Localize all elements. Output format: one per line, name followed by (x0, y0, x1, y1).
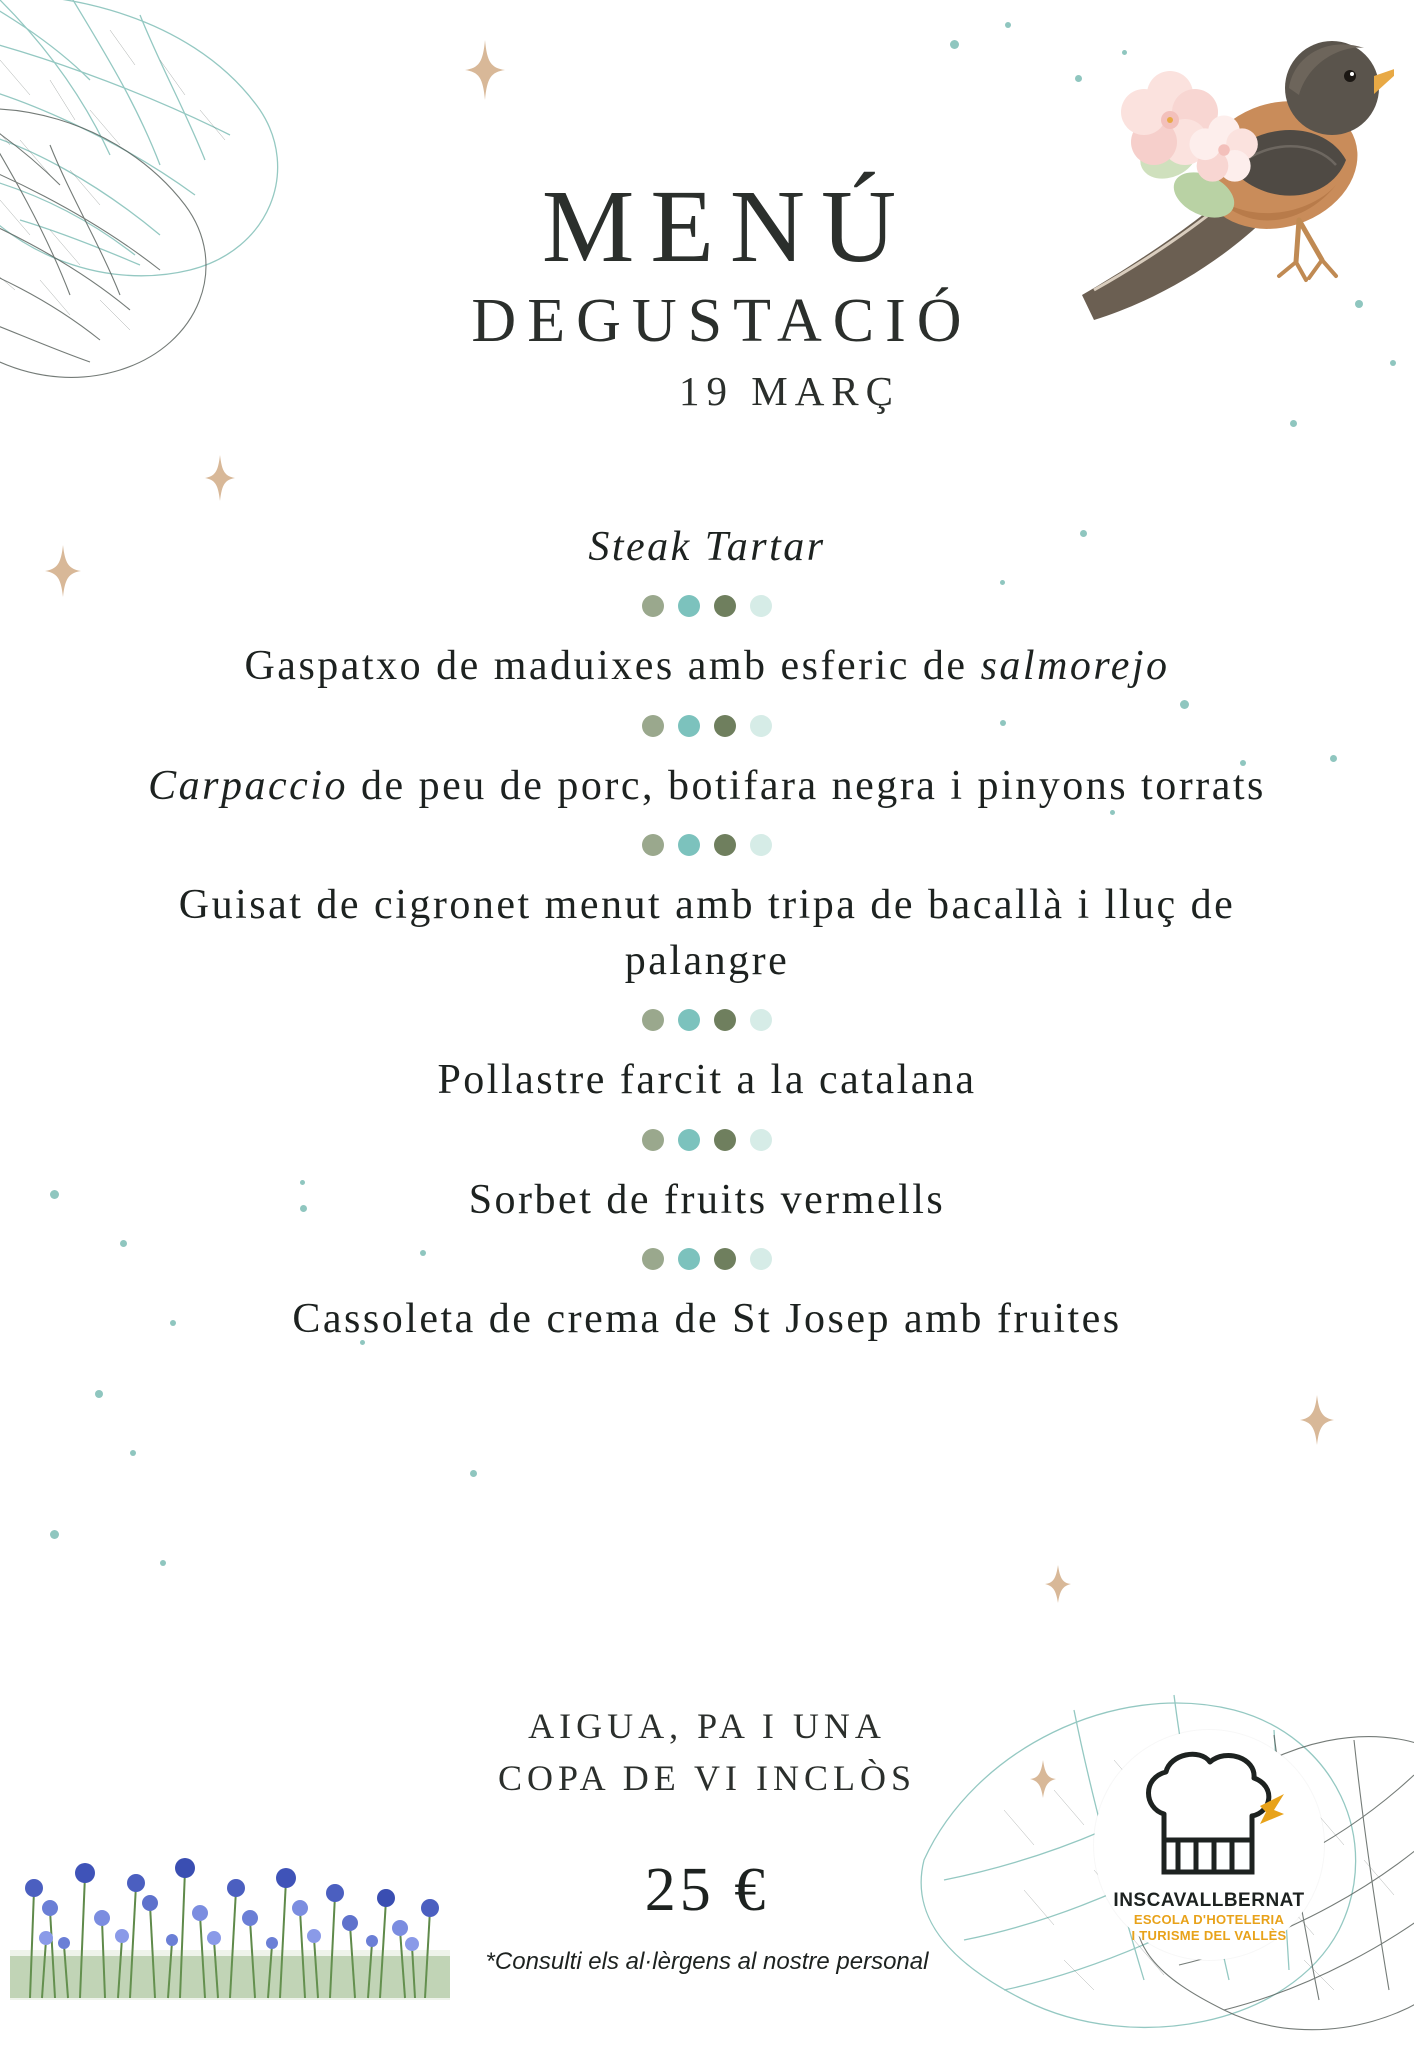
separator-dot-2 (678, 1129, 700, 1151)
dish-list (100, 520, 1314, 1348)
separator-dot-4 (750, 1248, 772, 1270)
dish-separator (100, 595, 1314, 617)
separator-dot-3 (714, 1248, 736, 1270)
decor-dot (950, 40, 959, 49)
decor-dot (1290, 420, 1297, 427)
sparkle-icon (45, 545, 81, 597)
separator-dot-3 (714, 595, 736, 617)
separator-dot-2 (678, 595, 700, 617)
dish-item: Steak Tartar (588, 524, 826, 570)
separator-dot-2 (678, 1248, 700, 1270)
dish-emphasis: salmorejo (980, 643, 1170, 690)
dish-separator (100, 1248, 1314, 1270)
dish-item (100, 759, 1314, 814)
dish-text: Gaspatxo de maduixes amb esferic de (244, 643, 981, 690)
separator-dot-4 (750, 834, 772, 856)
dish-text: de peu de porc, botifara negra i pinyons torrats (347, 762, 1266, 809)
separator-dot-4 (750, 1129, 772, 1151)
sparkle-icon (465, 40, 505, 100)
logo-subtitle-1: ESCOLA D'HOTELERIA (1133, 1912, 1285, 1927)
decor-dot (160, 1560, 166, 1566)
included-line-2: COPA DE VI INCLÒS (497, 1758, 917, 1799)
page-title: MENÚ (541, 169, 913, 284)
decor-dot (470, 1470, 477, 1477)
included-line-1: AIGUA, PA I UNA (528, 1706, 886, 1746)
decor-dot (1122, 50, 1127, 55)
decor-dot (50, 1190, 59, 1199)
decor-dot (95, 1390, 103, 1398)
separator-dot-1 (642, 1009, 664, 1031)
sparkle-icon (1045, 1565, 1071, 1603)
separator-dot-3 (714, 1009, 736, 1031)
dish-item: Cassoleta de crema de St Josep amb fruites (292, 1296, 1122, 1343)
sparkle-icon (1300, 1395, 1334, 1445)
separator-dot-2 (678, 1009, 700, 1031)
separator-dot-2 (678, 715, 700, 737)
page-subtitle: DEGUSTACIÓ (471, 287, 973, 355)
logo-name: INSCAVALLBERNAT (1113, 1890, 1305, 1911)
separator-dot-4 (750, 715, 772, 737)
decor-dot (1005, 22, 1011, 28)
logo-subtitle-2: I TURISME DEL VALLÈS (1131, 1928, 1287, 1944)
allergen-note: *Consulti els al·lèrgens al nostre personal (485, 1948, 929, 1975)
price-label: 25 € (644, 1856, 770, 1924)
dish-separator (100, 1129, 1314, 1151)
separator-dot-3 (714, 715, 736, 737)
decor-dot (50, 1530, 59, 1539)
separator-dot-3 (714, 834, 736, 856)
dish-item (100, 639, 1314, 694)
dish-item: Guisat de cigronet menut amb tripa de bacallà i lluç de palangre (178, 882, 1236, 984)
dish-separator (100, 1009, 1314, 1031)
dish-separator (100, 715, 1314, 737)
sparkle-icon (205, 455, 235, 501)
decor-dot (1330, 755, 1337, 762)
decor-dot (130, 1450, 136, 1456)
separator-dot-3 (714, 1129, 736, 1151)
poster-header (0, 169, 1414, 415)
separator-dot-1 (642, 1248, 664, 1270)
dish-item: Sorbet de fruits vermells (468, 1176, 946, 1223)
chef-hat-icon (1134, 1748, 1284, 1888)
separator-dot-2 (678, 834, 700, 856)
separator-dot-1 (642, 595, 664, 617)
menu-date: 19 MARÇ (678, 367, 900, 414)
separator-dot-1 (642, 834, 664, 856)
separator-dot-1 (642, 1129, 664, 1151)
school-logo (1094, 1730, 1324, 1960)
separator-dot-4 (750, 1009, 772, 1031)
decor-dot (1075, 75, 1082, 82)
dish-emphasis: Carpaccio (148, 762, 348, 809)
dish-item: Pollastre farcit a la catalana (437, 1057, 977, 1104)
separator-dot-4 (750, 595, 772, 617)
dish-separator (100, 834, 1314, 856)
separator-dot-1 (642, 715, 664, 737)
